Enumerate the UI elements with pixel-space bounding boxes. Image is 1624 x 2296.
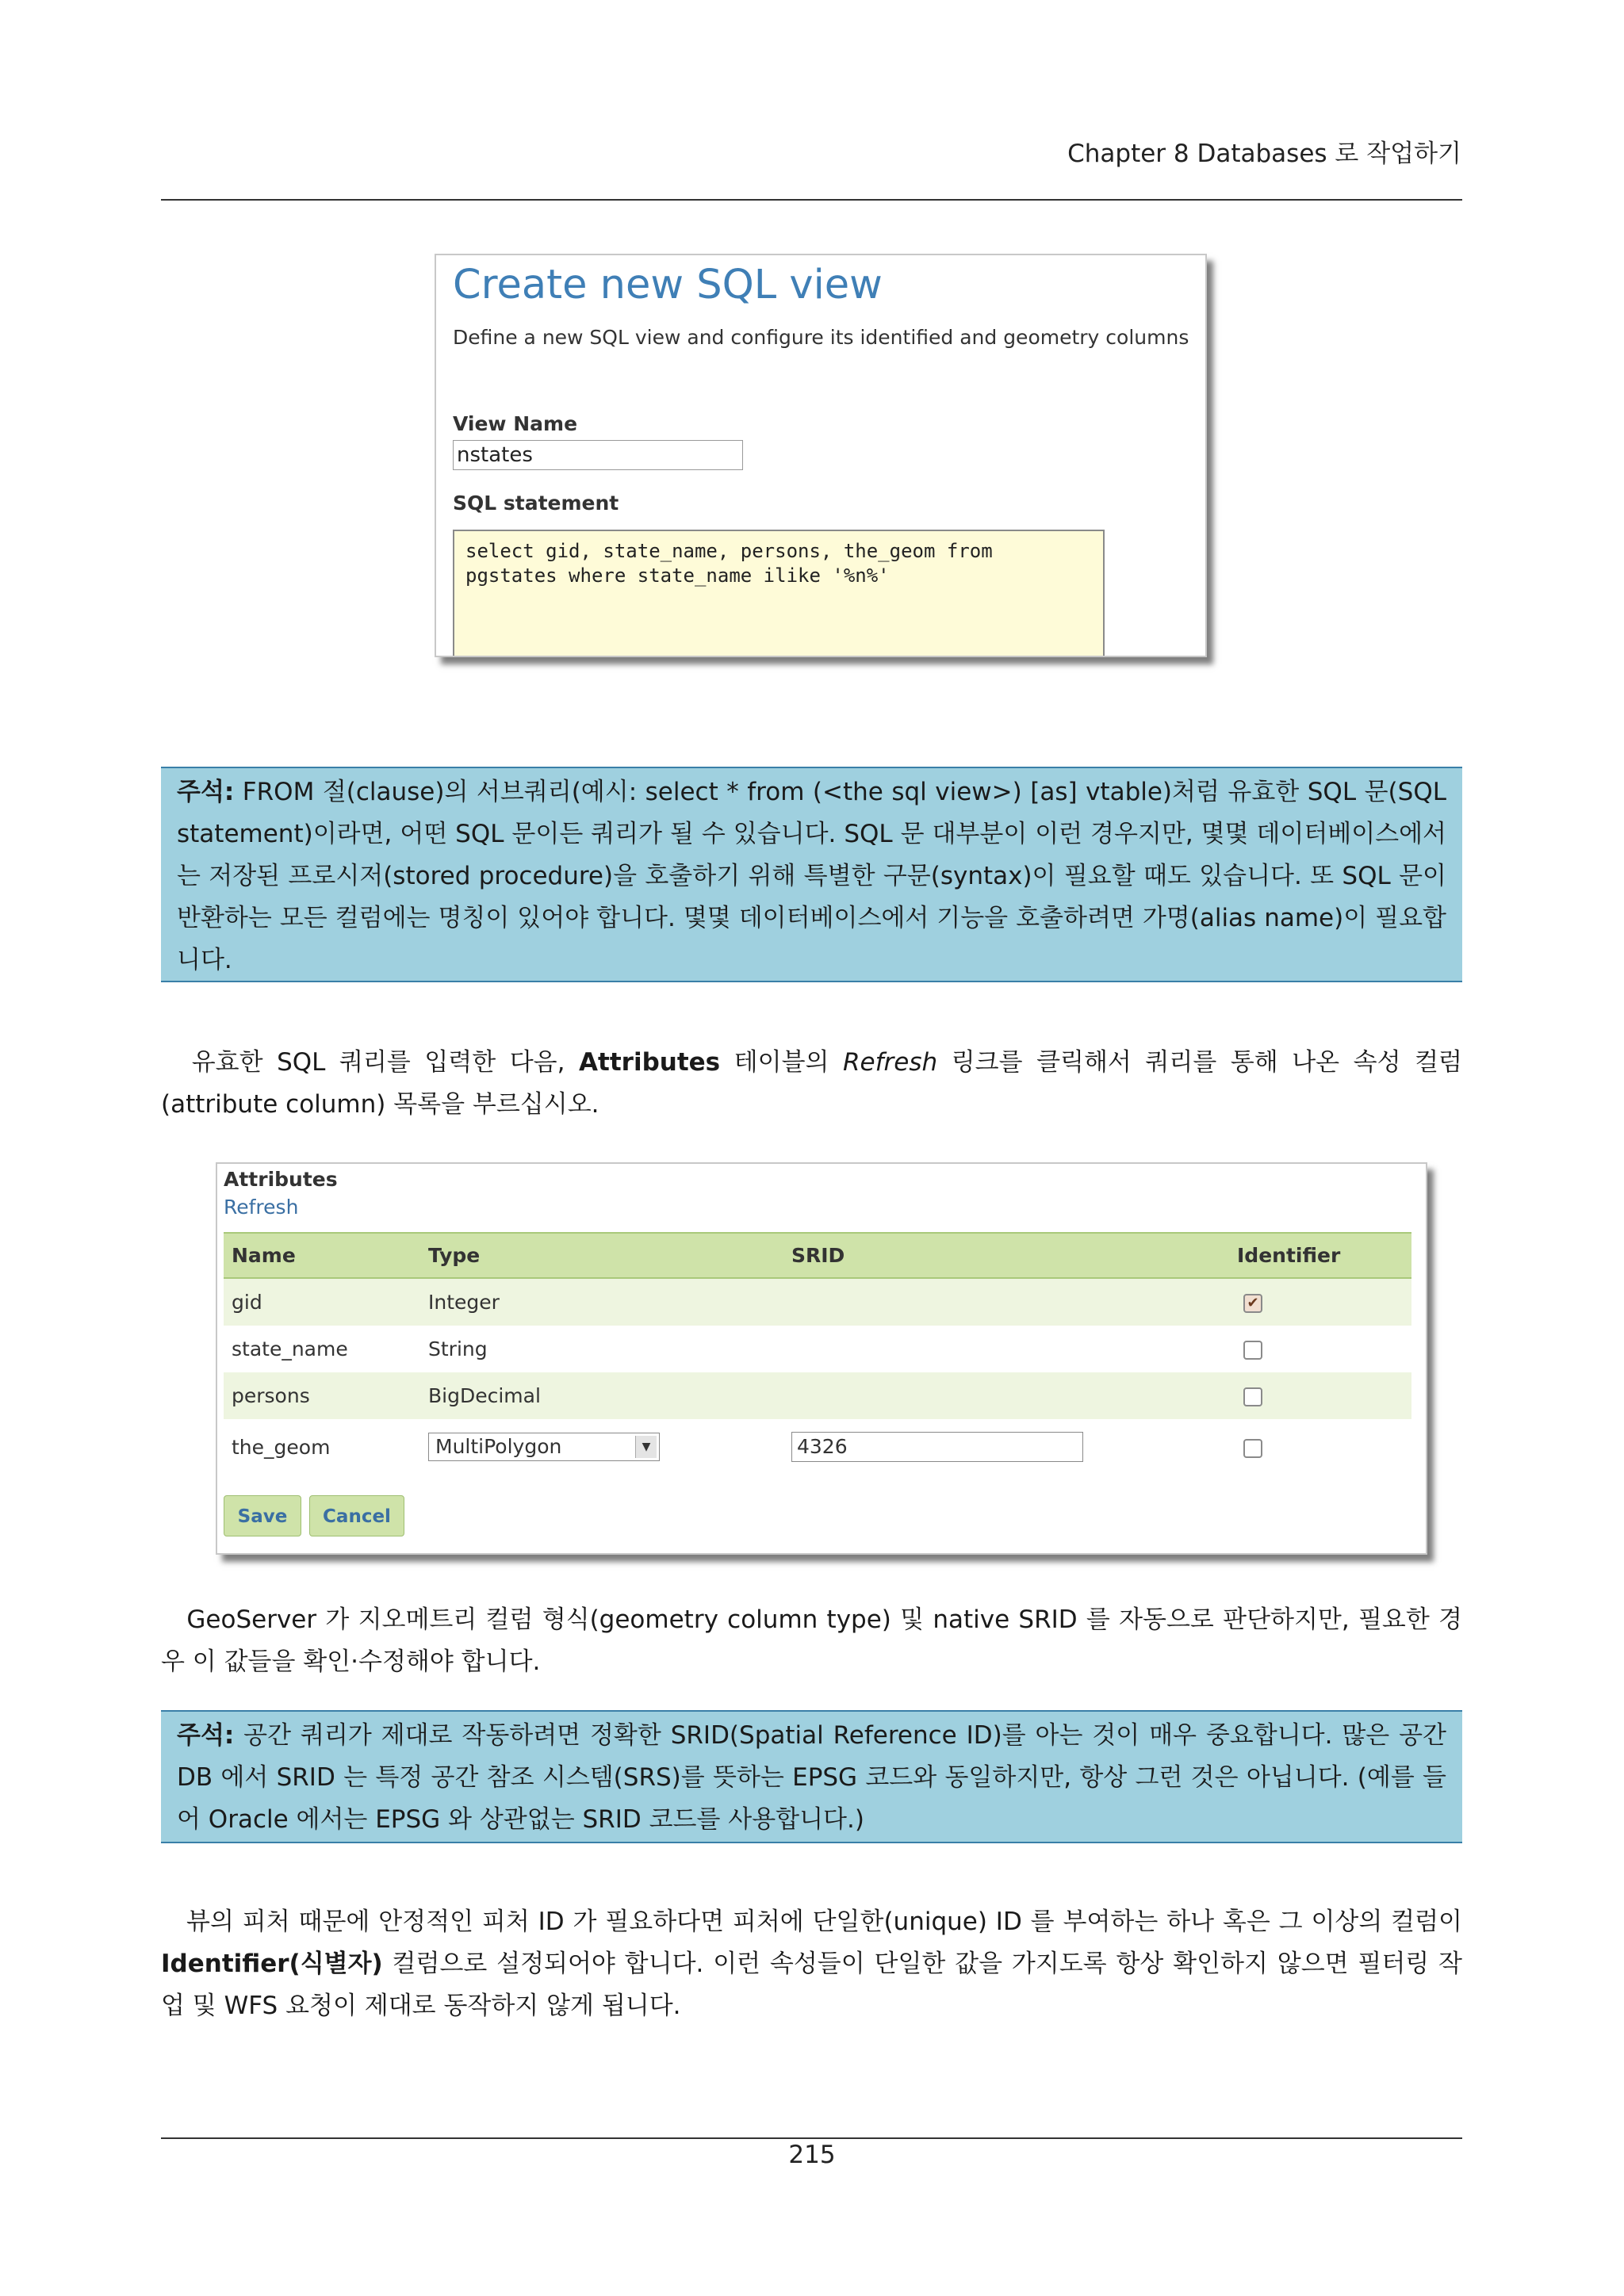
table-row [224, 1419, 1411, 1475]
column-header-name: Name [224, 1233, 420, 1278]
paragraph-identifier [161, 1901, 1462, 2027]
cell-name: state_name [232, 1337, 348, 1360]
sql-view-title: Create new SQL view [453, 262, 883, 308]
attributes-table [224, 1232, 1411, 1475]
view-name-label: View Name [453, 412, 578, 435]
note-text: 공간 쿼리가 제대로 작동하려면 정확한 SRID(Spatial Reference ID)를 아는 것이 매우 중요합니다. 많은 공간 DB 에서 SRID 는 특정 공간 참조 시스템(SRS)를 뜻하는 EPSG 코드와 동일하지만, 항상 그런 것은 아닙니다. (예를 들어 Oracle 에서는 EPSG 와 상관없는 SRID 코드를 사용합니다.) [177, 1721, 1446, 1834]
note-text: FROM 절(clause)의 서브쿼리(예시: select * from (<the sql view>) [as] vtable)처럼 유효한 SQL 문(SQL statement)이라면, 어떤 SQL 문이든 쿼리가 될 수 있습니다. SQL 문 대부분이 이런 경우지만, 몇몇 데이터베이스에서는 저장된 프로시저(stored procedure)을 호출하기 위해 특별한 구문(syntax)이 필요할 때도 있습니다. 또 SQL 문이 반환하는 모든 컬럼에는 명칭이 있어야 합니다. 몇몇 데이터베이스에서 기능을 호출하려면 가명(alias name)이 필요합니다. [177, 778, 1446, 974]
para-text: 컬럼으로 설정되어야 합니다. 이런 속성들이 단일한 값을 가지도록 항상 확인하지 않으면 필터링 작업 및 WFS 요청이 제대로 동작하지 않게 됩니다. [161, 1950, 1462, 2020]
column-header-type: Type [420, 1233, 783, 1278]
cell-type: Integer [420, 1278, 783, 1326]
identifier-checkbox[interactable] [1243, 1387, 1262, 1406]
para-bold: Identifier(식별자) [161, 1950, 383, 1978]
view-name-input[interactable]: nstates [453, 440, 743, 470]
para-text: 테이블의 [720, 1048, 844, 1077]
header-rule [161, 199, 1462, 201]
sql-statement-label: SQL statement [453, 492, 619, 515]
sql-view-description: Define a new SQL view and configure its identified and geometry columns [453, 326, 1189, 349]
table-row [224, 1278, 1411, 1326]
identifier-checkbox-checked[interactable]: ✔ [1243, 1294, 1262, 1313]
para-text: GeoServer 가 지오메트리 컬럼 형식(geometry column type) 및 native SRID 를 자동으로 판단하지만, 필요한 경우 이 값들을 확인·수정해야 합니다. [161, 1605, 1463, 1676]
refresh-link[interactable]: Refresh [224, 1196, 299, 1219]
sql-statement-textarea[interactable]: select gid, state_name, persons, the_geom from pgstates where state_name ilike '%n%' [453, 530, 1105, 657]
column-header-identifier: Identifier [1229, 1233, 1411, 1278]
note-label: 주석: [177, 778, 235, 806]
para-text: 뷰의 피처 때문에 안정적인 피처 ID 가 필요하다면 피처에 단일한(unique) ID 를 부여하는 하나 혹은 그 이상의 컬럼이 [186, 1908, 1462, 1936]
save-button[interactable]: Save [224, 1495, 301, 1536]
cell-type: BigDecimal [420, 1372, 783, 1419]
identifier-checkbox[interactable] [1243, 1341, 1262, 1360]
note-box-srid [161, 1710, 1462, 1843]
attributes-screenshot [216, 1162, 1427, 1555]
cell-srid [783, 1372, 1229, 1419]
para-text: 유효한 SQL 쿼리를 입력한 다음, [191, 1048, 580, 1077]
page-number: 215 [788, 2141, 836, 2169]
srid-input[interactable]: 4326 [791, 1432, 1083, 1462]
paragraph-refresh [161, 1042, 1462, 1126]
table-row [224, 1326, 1411, 1372]
paragraph-geometry [161, 1599, 1462, 1683]
table-row [224, 1372, 1411, 1419]
para-italic: Refresh [843, 1048, 938, 1077]
dropdown-arrow-icon[interactable]: ▼ [635, 1436, 657, 1458]
geometry-type-value: MultiPolygon [435, 1435, 562, 1458]
note-box-sql [161, 767, 1462, 982]
para-bold: Attributes [579, 1048, 721, 1077]
column-header-srid: SRID [783, 1233, 1229, 1278]
cell-name: gid [224, 1278, 420, 1326]
cell-srid [783, 1278, 1229, 1326]
footer-rule [161, 2137, 1462, 2139]
cell-name: the_geom [232, 1435, 331, 1459]
cell-name: persons [224, 1372, 420, 1419]
cell-srid [783, 1326, 1229, 1372]
para-text: 링크를 클릭해서 쿼리를 통해 나온 속성 컬럼(attribute column) 목록을 부르십시오. [161, 1048, 1462, 1119]
table-header-row [224, 1233, 1411, 1278]
identifier-checkbox[interactable] [1243, 1439, 1262, 1458]
cancel-button[interactable]: Cancel [309, 1495, 404, 1536]
attributes-title: Attributes [224, 1168, 338, 1191]
cell-type: String [428, 1337, 488, 1360]
sql-view-screenshot [435, 254, 1207, 657]
geometry-type-select[interactable] [428, 1433, 660, 1461]
running-header: Chapter 8 Databases 로 작업하기 [1067, 140, 1461, 168]
note-label: 주석: [177, 1721, 235, 1750]
